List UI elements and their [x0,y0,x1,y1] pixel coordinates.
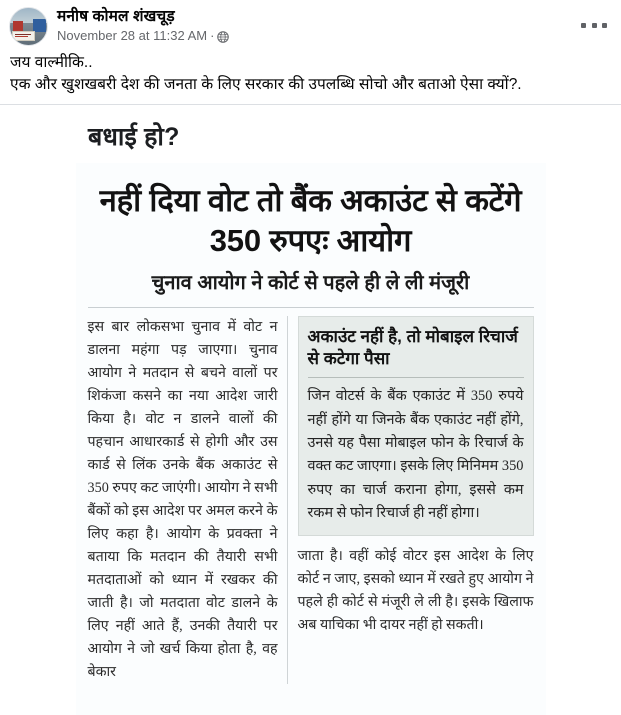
clipping-rule [88,307,534,308]
post-message-line-1: जय वाल्मीकि.. [10,54,93,71]
post-message-line-2: एक और खुशखबरी देश की जनता के लिए सरकार की उपलब्धि सोचो और बताओ ऐसा क्यों?. [10,76,522,93]
avatar-detail-sign-line1 [15,34,31,35]
post-message [0,46,621,96]
author-name[interactable]: मनीष कोमल शंखचूड़ [57,8,175,25]
globe-icon[interactable] [217,31,229,43]
avatar-detail-sign [12,31,35,41]
post-attachment[interactable] [0,105,621,715]
more-options-button[interactable] [581,18,607,32]
avatar[interactable] [9,7,48,46]
clipping-sidebox-rule [308,377,524,378]
clipping-sidebox-text: जिन वोटर्स के बैंक एकाउंट में 350 रुपये नहीं होंगे या जिनके बैंक एकाउंट नहीं होंगे, उनसे यह पैसा मोबाइल फोन के रिचार्ज के वक्त कट जाएगा। इसके लिए मिनिमम 350 रुपए का चार्ज कराना होगा, इससे कम रकम से फोन रिचार्ज ही नहीं होगा। [307,388,524,522]
clipping-subheadline: चुनाव आयोग ने कोर्ट से पहले ही ले ली मंजूरी [151,271,470,294]
clipping-left-column-text: इस बार लोकसभा चुनाव में वोट न डालना महंगा पड़ जाएगा। चुनाव आयोग ने मतदान से बचने वालों पर शिकंजा कसने का नया आदेश जारी किया है। वोट न डालने वालों की पहचान आधारकार्ड से होगी और उस कार्ड से लिंक उनके बैंक अकाउंट से 350 रुपए कट जाएंगी। आयोग ने सभी बैंकों को इस आदेश पर अमल करने के लिए कहा है। आयोग के प्रवक्ता ने बताया कि मतदान की तैयारी सभी मतदाताओं को ध्यान में रखकर की जाती है। जो मतदाता वोट डालने के लिए नहीं आते हैं, उनकी तैयारी पर आयोग ने जो खर्च किया होता है, वह बेकार [87,318,278,680]
meta-separator: · [210,27,215,43]
newspaper-clipping-image[interactable] [76,163,546,715]
ellipsis-dot-2 [592,23,597,28]
ellipsis-dot-1 [581,23,586,28]
clipping-sidebox-headline: अकाउंट नहीं है, तो मोबाइल रिचार्ज से कटेगा पैसा [307,326,518,369]
avatar-detail-blue [33,19,46,32]
post-header [0,0,621,46]
avatar-detail-sign-line2 [15,36,28,37]
clipping-right-column [288,316,534,684]
ellipsis-dot-3 [602,23,607,28]
clipping-right-column-text: जाता है। वहीं कोई वोटर इस आदेश के लिए कोर्ट न जाए, इसको ध्यान में रखते हुए आयोग ने पहले ही कोर्ट से मंजूरी ले ली है। इसके खिलाफ अब याचिका भी दायर नहीं हो सकती। [297,548,534,634]
post-header-text [57,7,229,44]
post-meta [57,29,229,44]
post-timestamp[interactable]: November 28 at 11:32 AM [57,27,208,43]
attachment-caption: बधाई हो? [88,123,180,151]
clipping-headline: नहीं दिया वोट तो बैंक अकाउंट से कटेंगे 350 रुपएः आयोग [99,183,522,259]
clipping-sidebox [298,316,534,537]
clipping-left-column [88,316,288,684]
clipping-columns [76,316,546,684]
